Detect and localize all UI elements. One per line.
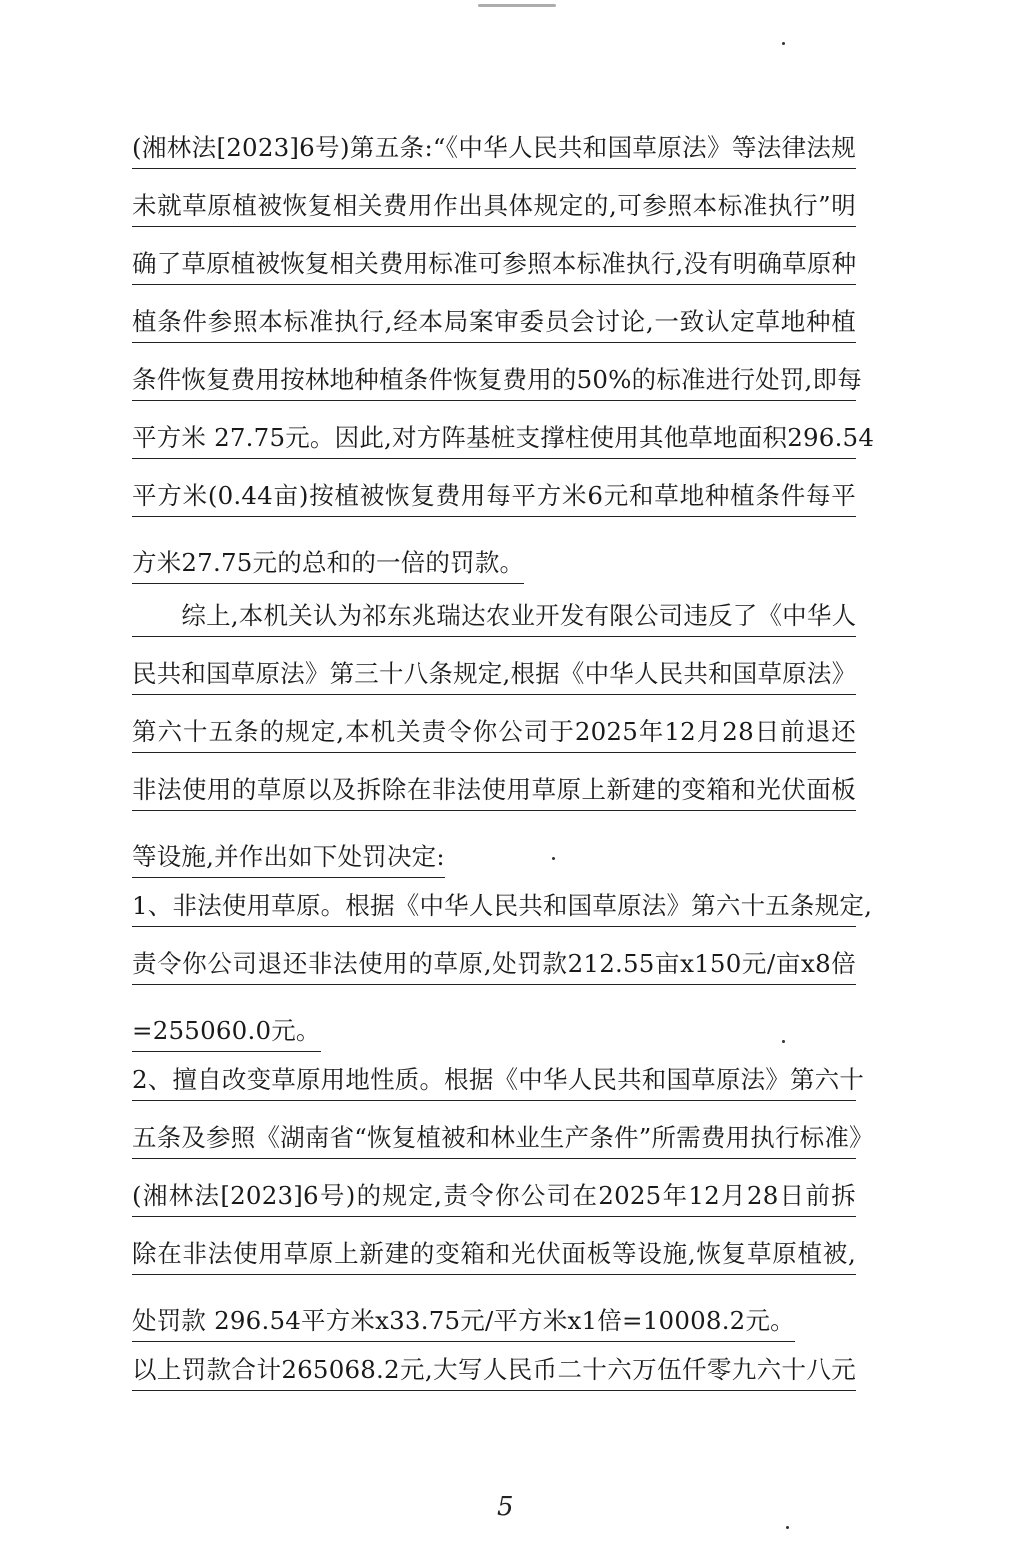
text-line — [132, 1350, 860, 1408]
text-line — [132, 886, 873, 944]
document-body — [132, 128, 875, 1408]
text-line-content: 民共和国草原法》第三十八条规定,根据《中华人民共和国草原法》 — [132, 654, 856, 695]
scan-speck — [782, 42, 785, 45]
text-line — [132, 128, 860, 186]
text-line — [132, 1176, 860, 1234]
text-line-content: 综上,本机关认为祁东兆瑞达农业开发有限公司违反了《中华人 — [132, 596, 856, 637]
text-line — [132, 654, 860, 712]
text-line — [132, 244, 860, 302]
text-line-content: 2、擅自改变草原用地性质。根据《中华人民共和国草原法》第六十 — [132, 1060, 856, 1101]
page-number: 5 — [497, 1492, 514, 1522]
text-line-content: 责令你公司退还非法使用的草原,处罚款212.55亩x150元/亩x8倍 — [132, 944, 856, 985]
text-line — [132, 1292, 860, 1350]
text-line-content: 非法使用的草原以及拆除在非法使用草原上新建的变箱和光伏面板 — [132, 770, 856, 811]
text-line-content: 等设施,并作出如下处罚决定: — [132, 837, 445, 878]
text-line — [132, 302, 860, 360]
text-line — [132, 828, 860, 886]
text-line-content: 确了草原植被恢复相关费用标准可参照本标准执行,没有明确草原种 — [132, 244, 856, 285]
text-line — [132, 596, 860, 654]
text-line — [132, 944, 860, 1002]
text-line — [132, 770, 860, 828]
text-line-content: 五条及参照《湖南省“恢复植被和林业生产条件”所需费用执行标准》 — [132, 1118, 856, 1159]
text-line-content: 第六十五条的规定,本机关责令你公司于2025年12月28日前退还 — [132, 712, 856, 753]
text-line — [132, 360, 860, 418]
text-line-content: 植条件参照本标准执行,经本局案审委员会讨论,一致认定草地种植 — [132, 302, 856, 343]
text-line — [132, 1234, 860, 1292]
text-line-content: 除在非法使用草原上新建的变箱和光伏面板等设施,恢复草原植被, — [132, 1234, 856, 1275]
text-line-content: 平方米 27.75元。因此,对方阵基桩支撑柱使用其他草地面积296.54 — [132, 418, 856, 459]
text-line-content: 平方米(0.44亩)按植被恢复费用每平方米6元和草地种植条件每平 — [132, 476, 856, 517]
text-line — [132, 1118, 874, 1176]
text-line-content: 未就草原植被恢复相关费用作出具体规定的,可参照本标准执行”明 — [132, 186, 856, 227]
scan-speck — [786, 1526, 789, 1529]
text-line — [132, 476, 860, 534]
text-line-content: 以上罚款合计265068.2元,大写人民币二十六万伍仟零九六十八元 — [132, 1350, 856, 1391]
text-line-content: 条件恢复费用按林地种植条件恢复费用的50%的标准进行处罚,即每 — [132, 360, 856, 401]
text-line — [132, 534, 860, 592]
text-line — [132, 712, 860, 770]
text-line — [132, 1002, 860, 1060]
text-line — [132, 418, 875, 476]
text-line-content: 1、非法使用草原。根据《中华人民共和国草原法》第六十五条规定, — [132, 886, 856, 927]
text-line-content: (湘林法[2023]6号)的规定,责令你公司在2025年12月28日前拆 — [132, 1176, 856, 1217]
text-line-content: =255060.0元。 — [132, 1011, 321, 1052]
scan-top-mark — [478, 4, 556, 7]
text-line-content: 处罚款 296.54平方米x33.75元/平方米x1倍=10008.2元。 — [132, 1301, 795, 1342]
text-line-content: 方米27.75元的总和的一倍的罚款。 — [132, 543, 524, 584]
text-line — [132, 186, 860, 244]
text-line-content: (湘林法[2023]6号)第五条:“《中华人民共和国草原法》等法律法规 — [132, 128, 856, 169]
text-line — [132, 1060, 865, 1118]
